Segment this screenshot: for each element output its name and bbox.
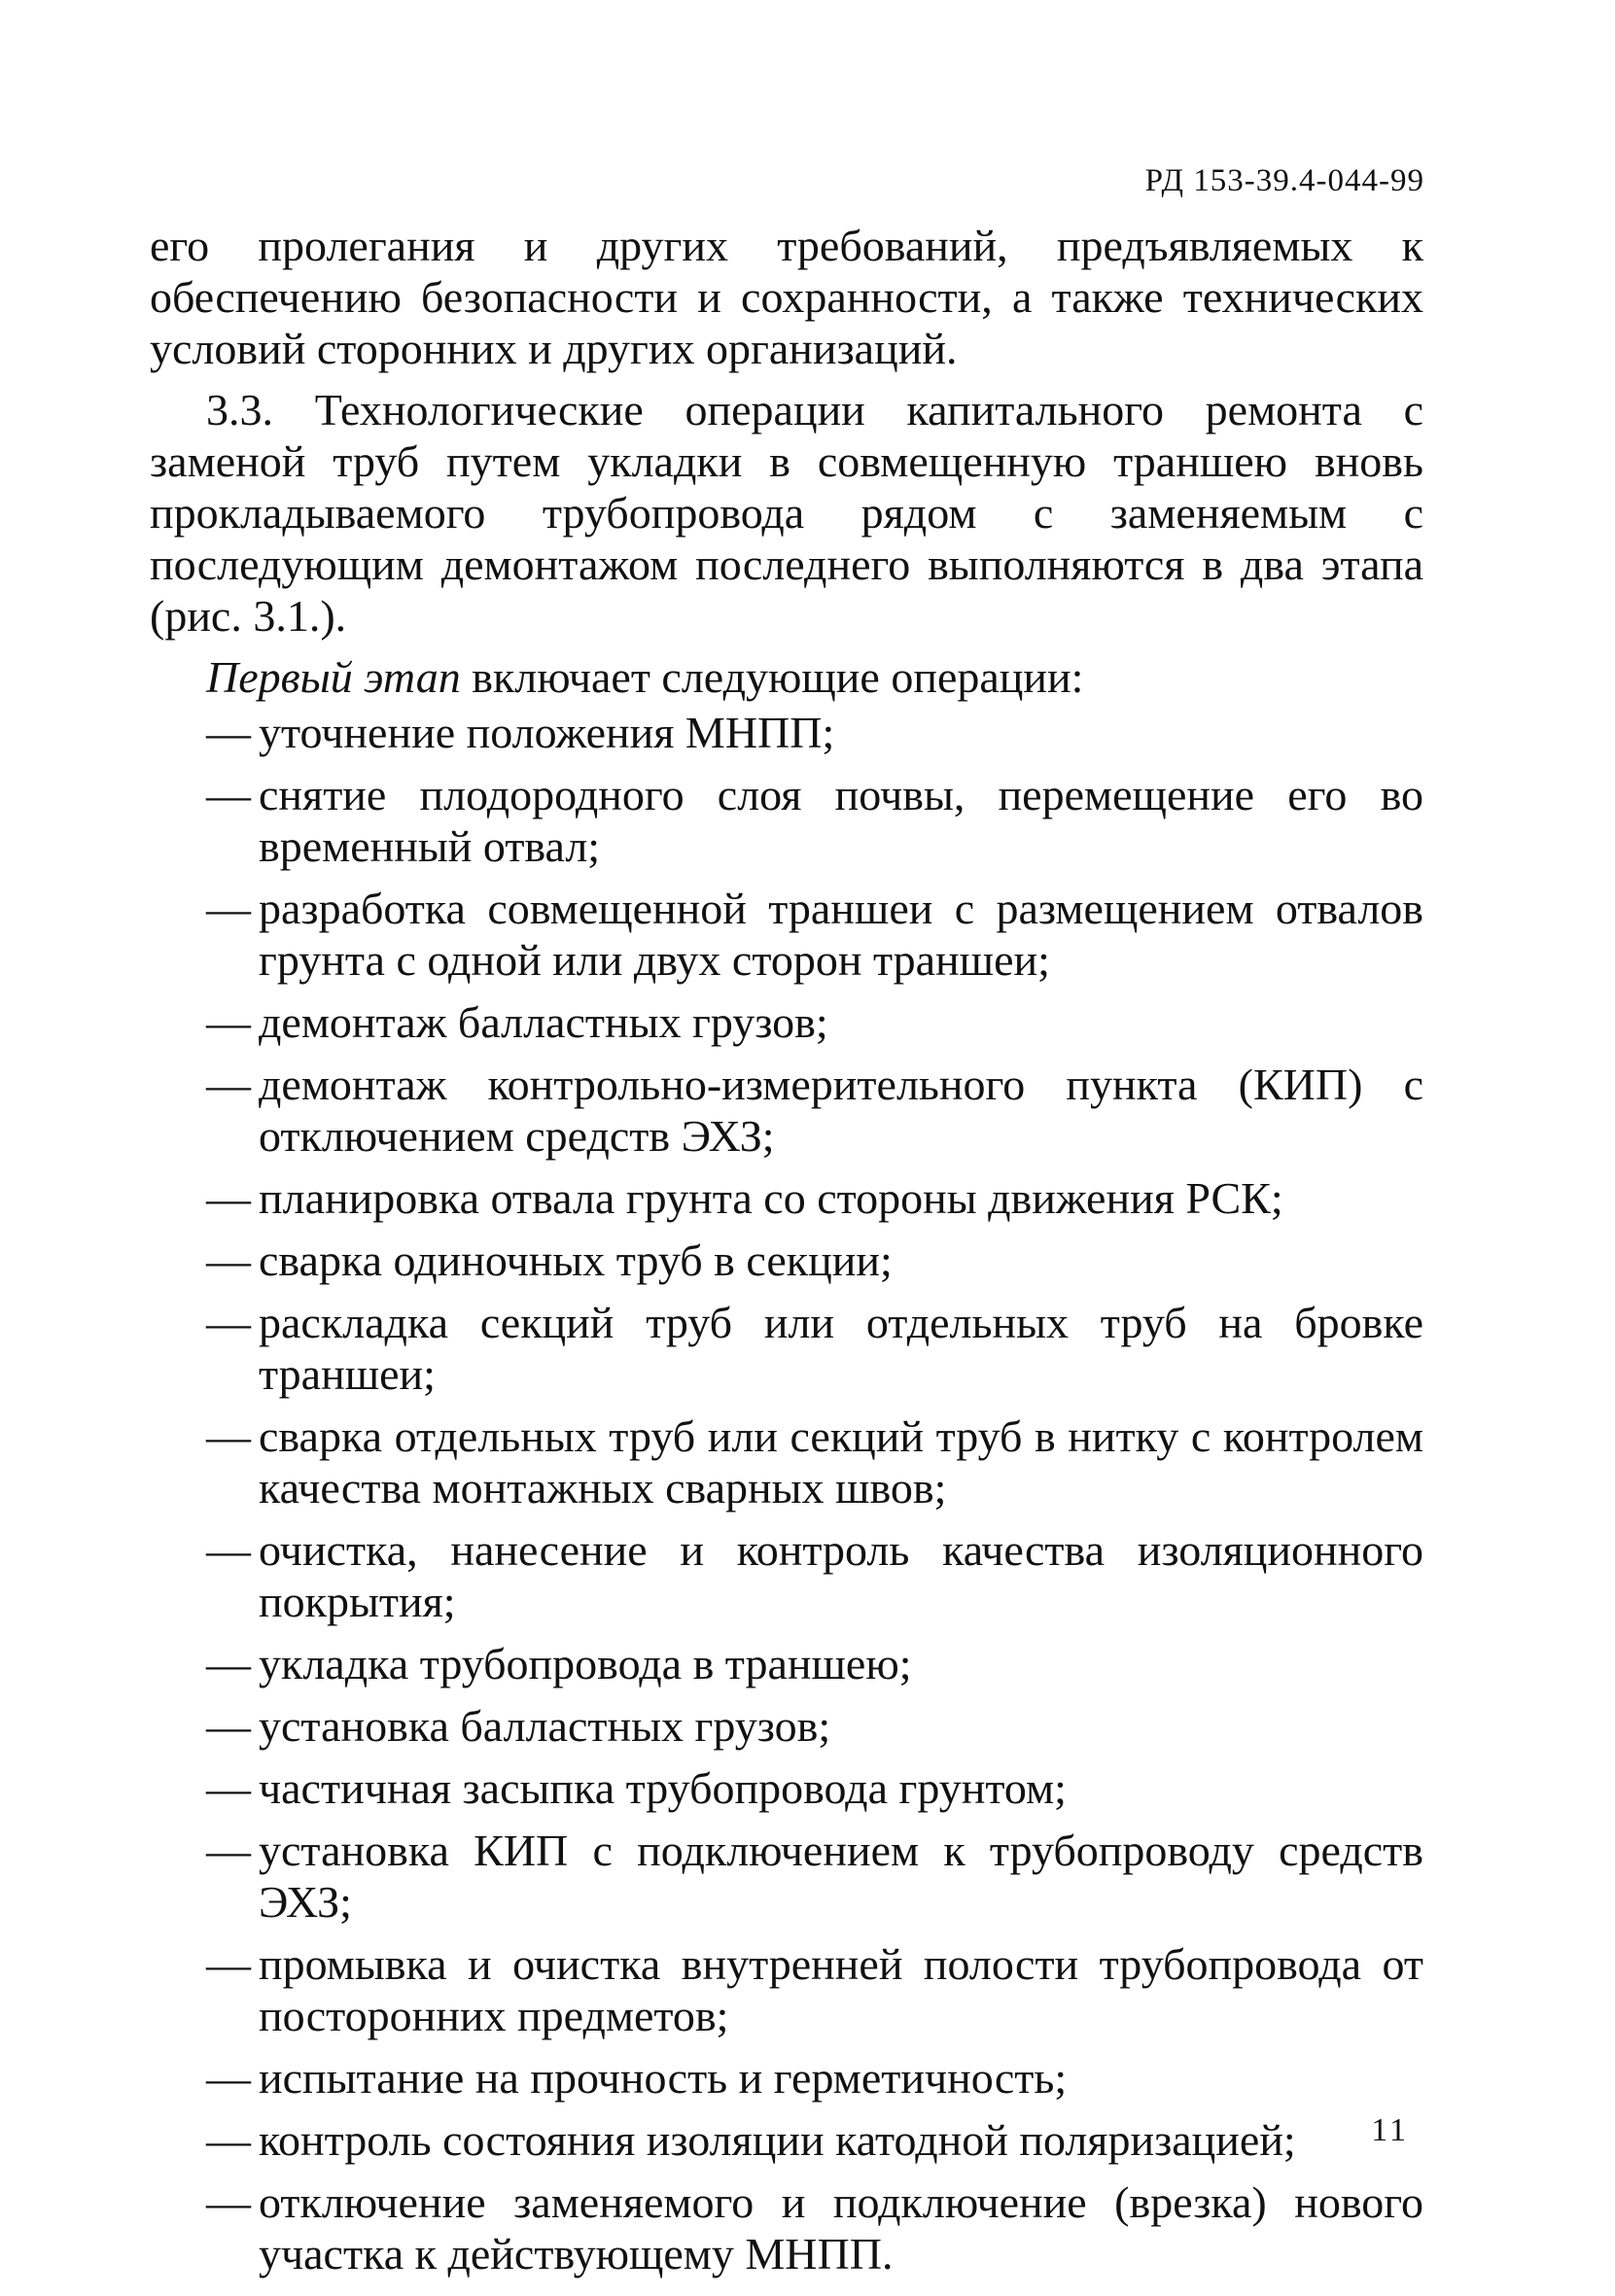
list-item [150,769,1423,872]
dash-bullet: — [206,2053,251,2103]
list-item-text: планировка отвала грунта со стороны движения РСК; [259,1173,1283,1223]
list-item-text: сварка одиночных труб в секции; [259,1235,893,1285]
list-item-text: укладка трубопровода в траншею; [259,1639,912,1688]
list-item-text: сварка отдельных труб или секций труб в нитку с контролем качества монтажных сварных швов; [259,1411,1423,1513]
dash-bullet: — [206,884,251,933]
dash-bullet: — [206,1173,251,1223]
continuation-paragraph: его пролегания и других требований, предъявляемых к обеспечению безопасности и сохранности, а также технических условий сторонних и других организаций. [150,221,1423,373]
list-item [150,1825,1423,1928]
list-item [150,2114,1423,2166]
dash-bullet: — [206,1060,251,1109]
list-item-text: раскладка секций труб или отдельных труб на бровке траншеи; [259,1298,1423,1399]
first-stage-intro [150,651,1423,703]
list-item [150,1700,1423,1752]
list-item [150,1410,1423,1513]
list-item-text: установка балластных грузов; [259,1701,831,1751]
dash-bullet: — [206,2177,251,2227]
list-item-text: демонтаж балластных грузов; [259,997,828,1047]
list-item [150,1172,1423,1224]
list-item-text: демонтаж контрольно-измерительного пункта (КИП) с отключением средств ЭХЗ; [259,1060,1423,1161]
page-number: 11 [1371,2112,1409,2148]
dash-bullet: — [206,708,251,757]
operations-list [150,707,1423,2279]
dash-bullet: — [206,1525,251,1575]
list-item [150,1235,1423,1286]
dash-bullet: — [206,770,251,819]
dash-bullet: — [206,1298,251,1347]
list-item-text: частичная засыпка трубопровода грунтом; [259,1763,1067,1813]
paragraph-3-3: 3.3. Технологические операции капитального ремонта с заменой труб путем укладки в совмещенную траншею вновь прокладываемого трубопровода рядом с заменяемым с последующим демонтажом последнего выполняются в два этапа (рис. 3.1.). [150,385,1423,641]
dash-bullet: — [206,1826,251,1875]
list-item [150,2176,1423,2279]
list-item-text: очистка, нанесение и контроль качества изоляционного покрытия; [259,1525,1423,1626]
page-content [150,220,1423,2290]
list-item [150,883,1423,986]
list-item [150,1938,1423,2041]
list-item-text: снятие плодородного слоя почвы, перемещение его во временный отвал; [259,770,1423,871]
list-item [150,1638,1423,1689]
list-item-text: уточнение положения МНПП; [259,708,835,757]
dash-bullet: — [206,1763,251,1813]
list-item [150,1059,1423,1162]
list-item [150,1524,1423,1627]
dash-bullet: — [206,1411,251,1461]
dash-bullet: — [206,1701,251,1751]
first-stage-label: Первый этап [206,652,461,702]
list-item [150,707,1423,758]
list-item-text: установка КИП с подключением к трубопроводу средств ЭХЗ; [259,1826,1423,1927]
list-item [150,996,1423,1048]
list-item [150,1297,1423,1400]
list-item-text: отключение заменяемого и подключение (врезка) нового участка к действующему МНПП. [259,2177,1423,2279]
first-stage-intro-text: включает следующие операции: [472,652,1084,702]
list-item-text: испытание на прочность и герметичность; [259,2053,1068,2103]
dash-bullet: — [206,1235,251,1285]
dash-bullet: — [206,1939,251,1989]
list-item-text: контроль состояния изоляции катодной поляризацией; [259,2115,1296,2165]
dash-bullet: — [206,1639,251,1688]
list-item [150,2052,1423,2104]
dash-bullet: — [206,2115,251,2165]
list-item-text: промывка и очистка внутренней полости трубопровода от посторонних предметов; [259,1939,1423,2040]
list-item [150,1762,1423,1814]
document-code: РД 153-39.4-044-99 [1144,163,1424,198]
list-item-text: разработка совмещенной траншеи с размещением отвалов грунта с одной или двух сторон траншеи; [259,884,1423,985]
dash-bullet: — [206,997,251,1047]
